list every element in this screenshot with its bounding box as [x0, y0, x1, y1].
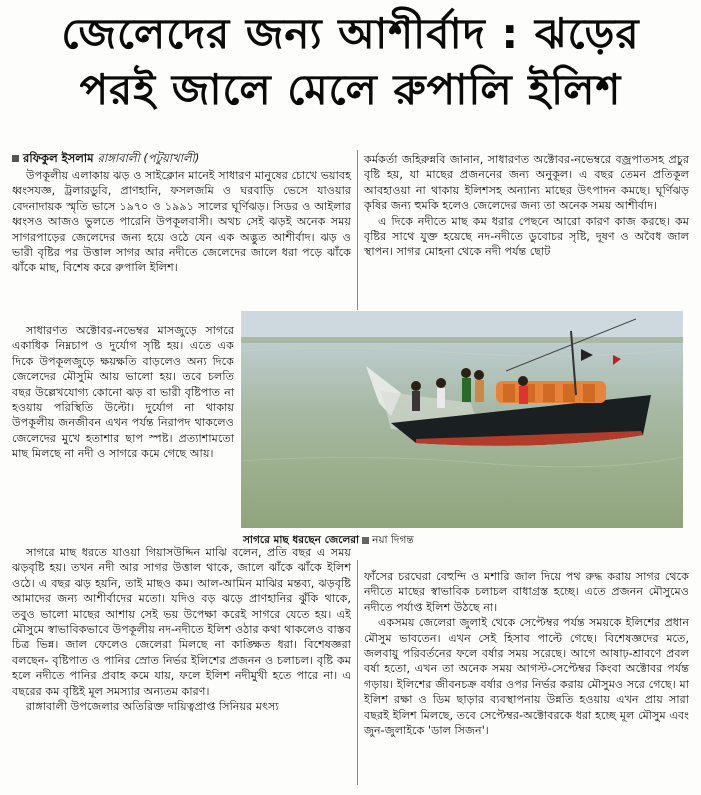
- author-name: রফিকুল ইসলাম: [23, 151, 94, 165]
- column-divider: [357, 150, 358, 310]
- photo-caption-text: সাগরে মাছ ধরছেন জেলেরা: [243, 534, 360, 546]
- col2-paragraph-2: এ দিকে নদীতে মাছ কম ধরার পেছনে আরো কারণ কাজ করছে। কম বৃষ্টির সাথে যুক্ত হয়েছে নদ-নদীতে ডুবোচর সৃষ্টি, দূষণ ও অবৈধ জাল স্থাপন। সাগর মোহনা থেকে নদী পর্যন্ত ছোট: [364, 214, 689, 259]
- col2-paragraph-1: কর্মকর্তা জহিরুন্নবি জানান, সাধারণত অক্টোবর-নভেম্বরে বজ্রপাতসহ প্রচুর বৃষ্টি হয়, যা মাছের প্রজননের জন্য অনুকূল। এ বছর তেমন প্রতিকূল আবহাওয়া না থাকায় ইলিশসহ অন্যান্য মাছের উৎপাদন কমছে। ঘূর্ণিঝড় কৃষির জন্য হুমকি হলেও জেলেদের জন্য তা অনেক সময় আশীর্বাদ।: [364, 153, 689, 213]
- author-location: রাঙ্গাবালী (পটুয়াখালী): [97, 151, 200, 165]
- photo-credit: নয়া দিগন্ত: [372, 534, 414, 546]
- fishing-boat-illustration: [241, 311, 683, 528]
- col1-paragraph-1: উপকূলীয় এলাকায় ঝড় ও সাইক্লোন মানেই সাধারণ মানুষের চোখে ভয়াবহ ধ্বংসযজ্ঞ, ট্রলারডুবি, প্রাণহানি, ফসলজমি ও ঘরবাড়ি ভেসে যাওয়ার বেদনাদায়ক স্মৃতি ভাসে ১৯৭০ ও ১৯৯১ সালের ঘূর্ণিঝড়। সিডর ও আইলার ধ্বংসও আজও ভুলতে পারেনি উপকূলবাসী। অথচ সেই ঝড়ই অনেক সময় সাগরপাড়ের জেলেদের জন্য হয়ে ওঠে যেন এক অদ্ভুত আশীর্বাদ। ঝড় ও ভারী বৃষ্টির পর উত্তাল সাগর আর নদীতে জেলেদের জালে ধরা পড়ে ঝাঁকে ঝাঁকে মাছ, বিশেষ করে রুপালি ইলিশ।: [12, 169, 351, 275]
- col2-paragraph-3: ফাঁসের চরঘেরা বেহুন্দি ও মশারি জাল দিয়ে পথ রুদ্ধ করায় সাগর থেকে নদীতে মাছের স্বাভাবিক চলাচল বাধাগ্রস্ত হচ্ছে। এতে প্রজনন মৌসুমেও নদীতে পর্যাপ্ত ইলিশ উঠছে না।: [364, 570, 689, 614]
- article-column-2-bottom: [364, 569, 689, 738]
- headline: [0, 6, 701, 118]
- col1-paragraph-3: সাগরে মাছ ধরতে যাওয়া গিয়াসউদ্দিন মাঝি বলেন, প্রতি বছর এ সময় ঝড়বৃষ্টি হয়। তখন নদী আর সাগর উত্তাল থাকে, জালে ঝাঁকে ঝাঁকে ইলিশ ওঠে। এ বছর ঝড় হয়নি, তাই মাছও কম। আল-আমিন মাঝির মন্তব্য, ঝড়বৃষ্টি আমাদের জন্য আশীর্বাদের মতো। যদিও বড় ঝড়ে প্রাণহানির ঝুঁকি থাকে, তবুও ভালো মাছের আশায় সেই ভয় উপেক্ষা করেই সাগরে যেতে হয়। এই মৌসুমে স্বাভাবিকভাবে উপকূলীয় নদ-নদীতে ইলিশ ওঠার কথা থাকলেও বাস্তব চিত্র ভিন্ন। জাল ফেলেও জেলেরা মিলছে না কাঙ্ক্ষিত ধরা। বিশেষজ্ঞরা বলছেন- বৃষ্টিপাত ও পানির স্রোত নির্ভর ইলিশের প্রজনন ও চলাচল। বৃষ্টি কম হলে নদীতে পানির প্রবাহ কমে যায়, ফলে ইলিশ নদীমুখী হতে পারে না। এ বছরের কম বৃষ্টিই মূল সমস্যার অন্যতম কারণ।: [12, 546, 351, 698]
- byline: [12, 150, 199, 169]
- bullet-square-icon: [362, 537, 369, 544]
- article-column-1-narrow: [12, 323, 234, 462]
- photo-caption: [243, 533, 414, 550]
- headline-line-1: জেলেদের জন্য আশীর্বাদ : ঝড়ের: [61, 9, 640, 58]
- article-column-2-top: [364, 152, 689, 260]
- col1-paragraph-2: সাধারণত অক্টোবর-নভেম্বর মাসজুড়ে সাগরে একাধিক নিম্নচাপ ও দুর্যোগ সৃষ্টি হয়। এতে এক দিকে উপকূলজুড়ে ক্ষয়ক্ষতি বাড়লেও অন্য দিকে জেলেদের মৌসুমি আয় ভালো হয়। তবে চলতি বছর উল্লেখযোগ্য কোনো ঝড় বা ভারী বৃষ্টিপাত না হওয়ায় পরিস্থিতি উল্টো। দুর্যোগ না থাকায় উপকূলীয় জনজীবন এখন পর্যন্ত নিরাপদ থাকলেও জেলেদের মুখে হতাশার ছাপ স্পষ্ট। প্রত্যাশামতো মাছ মিলছে না নদী ও সাগরে কমে গেছে আয়।: [12, 324, 234, 461]
- headline-line-2: পরই জালে মেলে রুপালি ইলিশ: [79, 65, 622, 114]
- article-column-1: [12, 168, 351, 276]
- bullet-square-icon: [12, 155, 19, 162]
- column-divider-lower: [357, 560, 358, 785]
- col2-paragraph-4: একসময় জেলেরা জুলাই থেকে সেপ্টেম্বর পর্যন্ত সময়কে ইলিশের প্রধান মৌসুম ভাবতেন। এখন সেই হিসাব পাল্টে গেছে। বিশেষজ্ঞদের মতে, জলবায়ু পরিবর্তনের ফলে বর্ষার সময় সরেছে। আগে আষাঢ়-শ্রাবণে প্রবল বর্ষা হতো, এখন তা অনেক সময় আগস্ট-সেপ্টেম্বর কিংবা অক্টোবর পর্যন্ত গড়ায়। ইলিশের জীবনচক্র বর্ষার ওপর নির্ভর করায় মৌসুমও সরে গেছে। মা ইলিশ রক্ষা ও ডিম ছাড়ার ব্যবস্থাপনায় উন্নতি হওয়ায় এখন প্রায় সারা বছরই ইলিশ মিলছে, তবে সেপ্টেম্বর-অক্টোবরকে ধরা হচ্ছে মূল মৌসুম এবং জুন-জুলাইকে 'ডাল সিজন'।: [364, 616, 689, 738]
- fishing-boat-photo: [241, 311, 683, 528]
- article-column-1-lower: [12, 545, 351, 714]
- col1-paragraph-4: রাঙ্গাবালী উপজেলার অতিরিক্ত দায়িত্বপ্রাপ্ত সিনিয়র মৎস্য: [26, 700, 279, 714]
